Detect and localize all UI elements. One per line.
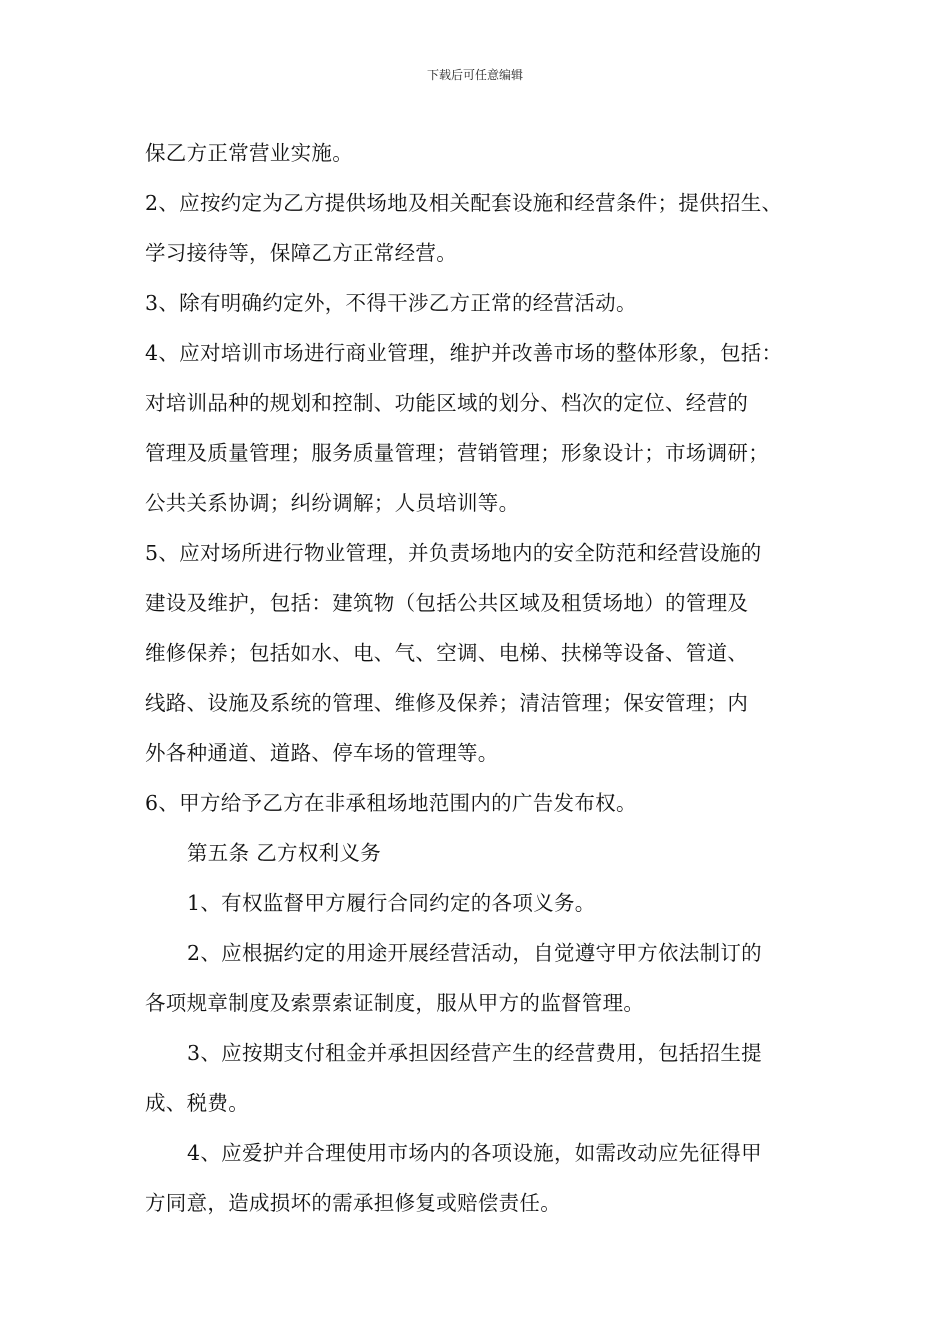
text-line: 对培训品种的规划和控制、功能区域的划分、档次的定位、经营的: [145, 391, 749, 415]
text-line: 保乙方正常营业实施。: [145, 141, 353, 165]
text-line: 管理及质量管理；服务质量管理；营销管理；形象设计；市场调研；: [145, 441, 769, 465]
text-line: 2、应根据约定的用途开展经营活动，自觉遵守甲方依法制订的: [187, 941, 762, 965]
text-line: 维修保养；包括如水、电、气、空调、电梯、扶梯等设备、管道、: [145, 641, 749, 665]
text-line: 成、税费。: [145, 1091, 249, 1115]
text-line: 学习接待等，保障乙方正常经营。: [145, 241, 457, 265]
text-line: 5、应对场所进行物业管理，并负责场地内的安全防范和经营设施的: [145, 541, 762, 565]
text-line: 2、应按约定为乙方提供场地及相关配套设施和经营条件；提供招生、: [145, 191, 783, 215]
text-line: 1、有权监督甲方履行合同约定的各项义务。: [187, 891, 596, 915]
text-line: 6、甲方给予乙方在非承租场地范围内的广告发布权。: [145, 791, 637, 815]
text-line: 外各种通道、道路、停车场的管理等。: [145, 741, 499, 765]
text-line: 第五条 乙方权利义务: [187, 841, 382, 865]
page-header-note: 下载后可任意编辑: [426, 68, 523, 82]
text-line: 3、除有明确约定外，不得干涉乙方正常的经营活动。: [145, 291, 637, 315]
text-line: 建设及维护，包括：建筑物（包括公共区域及租赁场地）的管理及: [145, 591, 749, 615]
text-line: 线路、设施及系统的管理、维修及保养；清洁管理；保安管理；内: [145, 691, 749, 715]
text-line: 4、应对培训市场进行商业管理，维护并改善市场的整体形象，包括：: [145, 341, 783, 365]
text-line: 公共关系协调；纠纷调解；人员培训等。: [145, 491, 520, 515]
text-line: 各项规章制度及索票索证制度，服从甲方的监督管理。: [145, 991, 645, 1015]
text-line: 4、应爱护并合理使用市场内的各项设施，如需改动应先征得甲: [187, 1141, 762, 1165]
document-body: [145, 128, 815, 1228]
text-line: 方同意，造成损坏的需承担修复或赔偿责任。: [145, 1191, 561, 1215]
text-line: 3、应按期支付租金并承担因经营产生的经营费用，包括招生提: [187, 1041, 762, 1065]
